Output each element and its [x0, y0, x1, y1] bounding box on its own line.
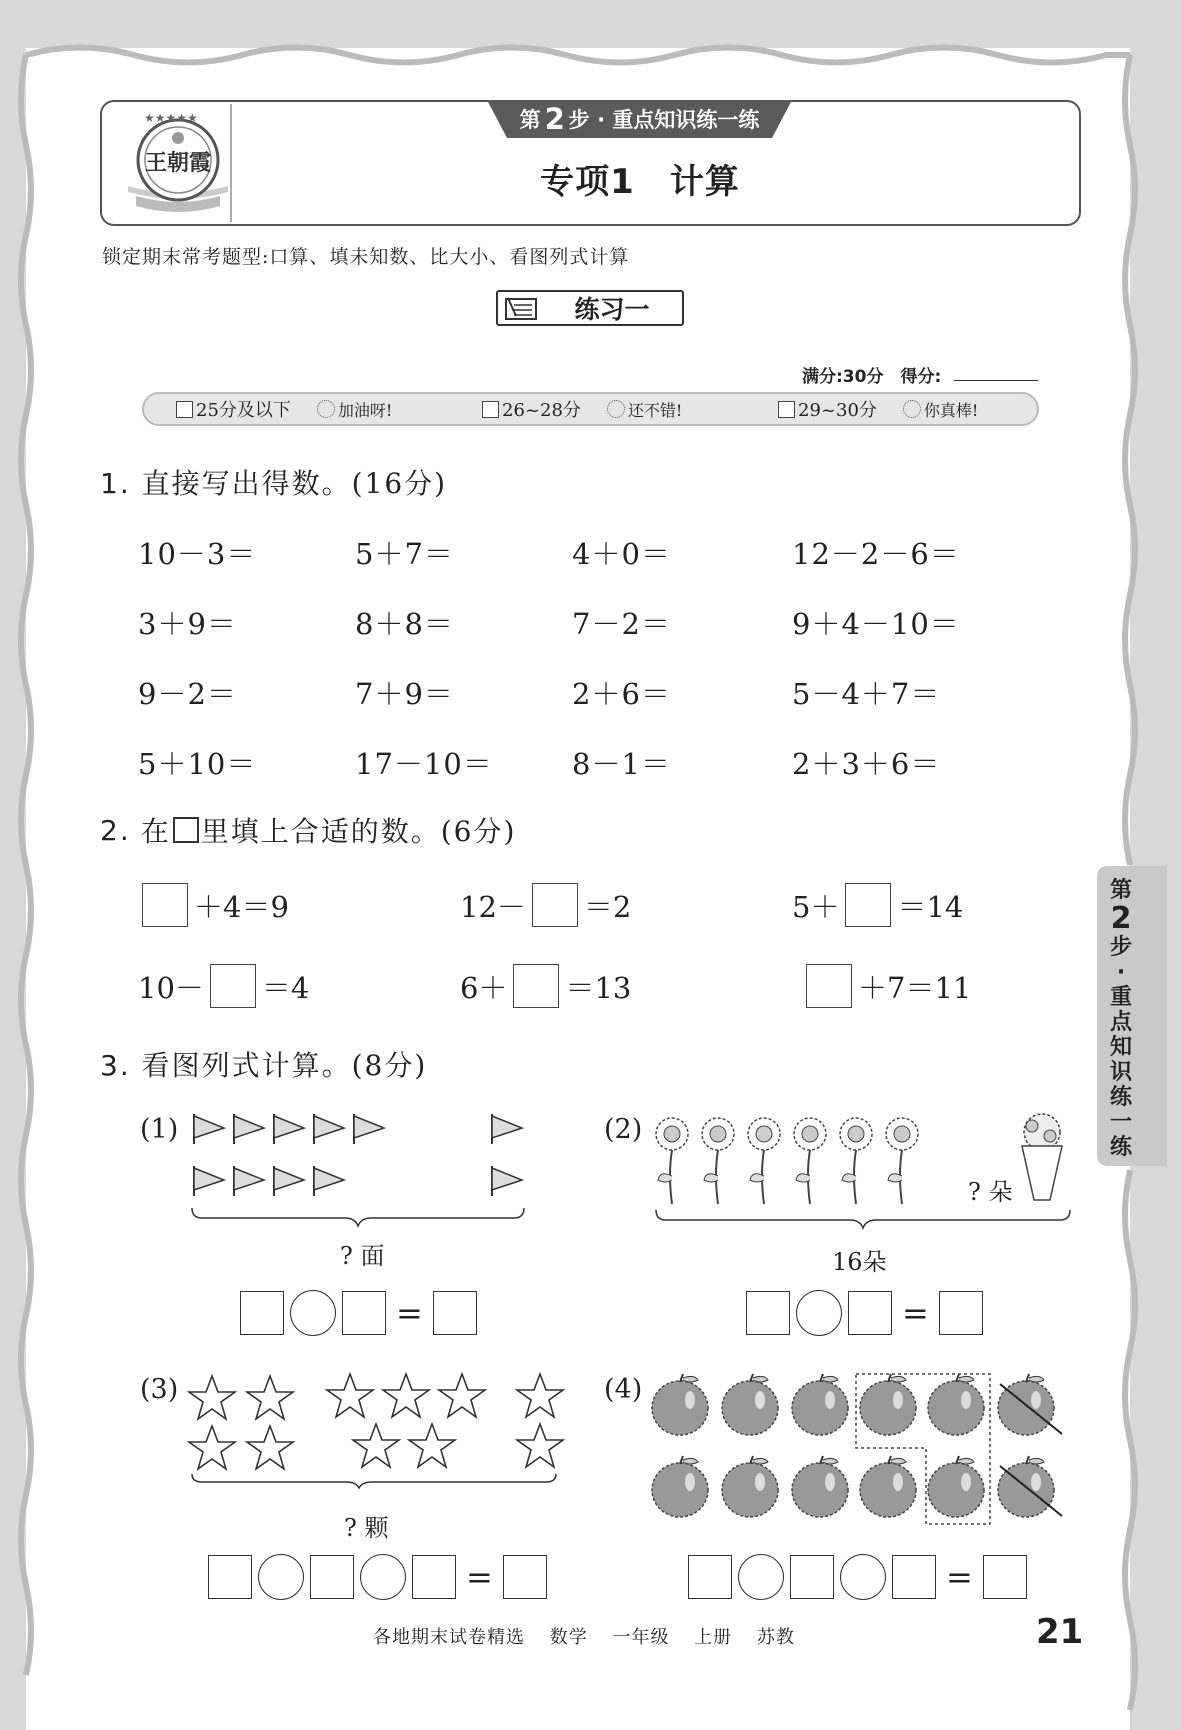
answer-row: [688, 1554, 1027, 1600]
q3-part-label: (1): [140, 1114, 179, 1145]
q1-expression: 7＋9＝: [355, 677, 454, 711]
footer-text: 各地期末试卷精选 数学 一年级 上册 苏教: [373, 1627, 795, 1648]
answer-square[interactable]: [240, 1291, 284, 1335]
answer-row: [208, 1554, 547, 1600]
side-tab-char: 重: [1109, 985, 1132, 1010]
grade-checkbox[interactable]: [482, 401, 499, 418]
star-icon: [247, 1426, 293, 1469]
q2-item: [460, 964, 631, 1008]
step-suffix: 步 · 重点知识练一练: [568, 108, 760, 132]
answer-square[interactable]: [892, 1555, 936, 1599]
star-icon: [247, 1376, 293, 1419]
flag-icon: [354, 1114, 384, 1144]
equals-sign: =: [396, 1294, 423, 1332]
logo-divider: [230, 104, 232, 222]
q2-post: ＝4: [261, 970, 310, 1005]
side-tab-char: 一: [1109, 1110, 1132, 1135]
grade-message: 加油呀!: [337, 400, 393, 420]
side-tab-char: 练: [1109, 1135, 1132, 1160]
exercise-label: 练习一: [574, 295, 650, 324]
grade-range: 25分及以下: [196, 400, 291, 421]
brace-icon: [192, 1474, 556, 1488]
flag-icon: [194, 1166, 224, 1196]
equals-sign: =: [946, 1558, 973, 1596]
score-label: 满分:30分 得分:: [802, 367, 942, 387]
q1-heading: [100, 462, 447, 502]
brace-icon: [656, 1210, 1070, 1228]
apple-icon: [792, 1456, 848, 1517]
operator-circle[interactable]: [290, 1290, 336, 1336]
answer-blank[interactable]: [142, 883, 188, 927]
q1-expression: 5＋10＝: [138, 747, 257, 781]
step-banner: [487, 100, 792, 138]
q2-pre: 12－: [460, 889, 526, 924]
q2-item: [800, 964, 971, 1008]
score-blank-line: [954, 380, 1038, 381]
side-tab-char: 点: [1109, 1010, 1132, 1035]
svg-text:王朝霞: 王朝霞: [144, 150, 212, 176]
q2-post: ＋7＝11: [858, 970, 972, 1005]
equals-sign: =: [902, 1294, 929, 1332]
flag-icon: [194, 1114, 224, 1144]
apple-icon: [722, 1456, 778, 1517]
star-icon: [517, 1424, 563, 1467]
q1-expression: 12－2－6＝: [792, 537, 960, 571]
q3-part-caption: 16朵: [832, 1248, 887, 1276]
apples-illustration: [648, 1370, 1078, 1530]
flag-icon: [492, 1166, 522, 1196]
q2-title-post: 里填上合适的数。(6分): [200, 815, 517, 848]
notebook-icon: [504, 296, 538, 322]
star-icon: [439, 1374, 485, 1417]
q1-expression: 17－10＝: [355, 747, 493, 781]
answer-square[interactable]: [983, 1555, 1027, 1599]
q1-expression: 8＋8＝: [355, 607, 454, 641]
q3-part-label: (4): [604, 1374, 643, 1405]
answer-row: [746, 1290, 983, 1336]
operator-circle[interactable]: [360, 1554, 406, 1600]
q2-heading: [100, 810, 516, 850]
svg-text:★★★★★: ★★★★★: [144, 111, 198, 125]
q3-part-label: (2): [604, 1114, 643, 1145]
q2-post: ＝14: [897, 889, 964, 924]
grade-message: 还不错!: [627, 400, 683, 420]
q2-pre: 10－: [138, 970, 204, 1005]
q3-title: 看图列式计算。(8分): [141, 1049, 428, 1082]
q2-post: ＝13: [565, 970, 632, 1005]
answer-square[interactable]: [342, 1291, 386, 1335]
grade-checkbox[interactable]: [778, 401, 795, 418]
q3-part-caption: ? 颗: [344, 1514, 389, 1542]
answer-square[interactable]: [790, 1555, 834, 1599]
q1-expression: 8－1＝: [572, 747, 671, 781]
grade-item-mid: [482, 392, 682, 426]
side-tab-char: 练: [1109, 1085, 1132, 1110]
flag-icon: [314, 1114, 344, 1144]
flag-icon: [492, 1114, 522, 1144]
side-tab-char: 步: [1109, 935, 1132, 960]
answer-square[interactable]: [433, 1291, 477, 1335]
q2-post: ＋4＝9: [194, 889, 289, 924]
q1-expression: 5＋7＝: [355, 537, 454, 571]
answer-square[interactable]: [412, 1555, 456, 1599]
side-tab-char: 知: [1109, 1035, 1132, 1060]
star-icon: [189, 1426, 235, 1469]
side-tab-line1: 第: [1109, 878, 1132, 903]
apple-icon: [928, 1374, 984, 1435]
q1-expression: 9－2＝: [138, 677, 237, 711]
apple-icon: [722, 1374, 778, 1435]
q1-expression: 2＋3＋6＝: [792, 747, 941, 781]
page-number: 21: [1036, 1612, 1084, 1652]
answer-square[interactable]: [208, 1555, 252, 1599]
q1-expression: 10－3＝: [138, 537, 257, 571]
q2-pre: 5＋: [792, 889, 840, 924]
equals-sign: =: [466, 1558, 493, 1596]
grade-message: 你真棒!: [923, 400, 979, 420]
q3-heading: [100, 1044, 427, 1084]
q3-number: 3.: [100, 1049, 131, 1082]
q3-part-label: (3): [140, 1374, 179, 1405]
apple-icon: [652, 1374, 708, 1435]
flag-icon: [274, 1114, 304, 1144]
q1-expression: 5－4＋7＝: [792, 677, 941, 711]
star-icon: [353, 1424, 399, 1467]
q1-expression: 4＋0＝: [572, 537, 671, 571]
flag-icon: [274, 1166, 304, 1196]
flower-icon: [656, 1118, 688, 1204]
q3-part-caption: ? 面: [340, 1242, 385, 1270]
q3-side-caption: ? 朵: [968, 1178, 1013, 1206]
smiley-face-icon: [317, 400, 335, 418]
answer-blank[interactable]: [210, 964, 256, 1008]
answer-row: [240, 1290, 477, 1336]
q1-number: 1.: [100, 467, 131, 500]
flowers-illustration: [650, 1110, 1080, 1230]
flower-icon: [840, 1118, 872, 1204]
answer-blank[interactable]: [532, 883, 578, 927]
smiley-face-icon: [903, 400, 921, 418]
star-icon: [517, 1374, 563, 1417]
flower-icon: [794, 1118, 826, 1204]
stars-illustration: [186, 1370, 576, 1490]
logo-seal: [118, 108, 238, 218]
star-icon: [409, 1424, 455, 1467]
operator-circle[interactable]: [796, 1290, 842, 1336]
q1-expression: 2＋6＝: [572, 677, 671, 711]
step-prefix: 第: [519, 108, 541, 132]
apple-icon: [860, 1456, 916, 1517]
flower-icon: [886, 1118, 918, 1204]
grade-checkbox[interactable]: [176, 401, 193, 418]
answer-square[interactable]: [310, 1555, 354, 1599]
step-number: 2: [544, 102, 565, 136]
grade-range: 26~28分: [502, 400, 581, 421]
answer-square[interactable]: [848, 1291, 892, 1335]
q1-expression: 3＋9＝: [138, 607, 237, 641]
q2-pre: 6＋: [460, 970, 508, 1005]
apple-icon: [652, 1456, 708, 1517]
star-icon: [189, 1376, 235, 1419]
page-title: 专项1 计算: [540, 162, 740, 202]
operator-circle[interactable]: [840, 1554, 886, 1600]
answer-square[interactable]: [688, 1555, 732, 1599]
flags-illustration: [190, 1110, 530, 1230]
q1-expression: 9＋4－10＝: [792, 607, 960, 641]
apple-icon: [860, 1374, 916, 1435]
answer-blank[interactable]: [845, 883, 891, 927]
grade-item-low: [176, 392, 392, 426]
flower-icon: [748, 1118, 780, 1204]
q2-item: [138, 964, 309, 1008]
side-tab-char: 识: [1109, 1060, 1132, 1085]
answer-blank[interactable]: [513, 964, 559, 1008]
apple-icon: [792, 1374, 848, 1435]
grade-item-high: [778, 392, 978, 426]
answer-square[interactable]: [503, 1555, 547, 1599]
flower-icon: [702, 1118, 734, 1204]
q2-item: [460, 883, 631, 927]
smiley-face-icon: [607, 400, 625, 418]
side-tab-line2: [1100, 935, 1142, 1160]
q2-item: [136, 883, 289, 927]
answer-square[interactable]: [746, 1291, 790, 1335]
blank-box-icon: [173, 817, 199, 843]
answer-blank[interactable]: [806, 964, 852, 1008]
star-icon: [383, 1374, 429, 1417]
side-tab-number: 2: [1110, 901, 1132, 936]
flag-icon: [234, 1114, 264, 1144]
flag-icon: [314, 1166, 344, 1196]
q2-title-pre: 在: [140, 815, 171, 848]
bouquet-icon: [1022, 1114, 1062, 1200]
q1-title: 直接写出得数。(16分): [141, 467, 448, 500]
subtitle: 锁定期末常考题型:口算、填未知数、比大小、看图列式计算: [102, 246, 630, 268]
apple-icon: [928, 1456, 984, 1517]
q2-number: 2.: [100, 813, 131, 847]
q2-post: ＝2: [583, 889, 632, 924]
operator-circle[interactable]: [258, 1554, 304, 1600]
flag-icon: [234, 1166, 264, 1196]
q1-expression: 7－2＝: [572, 607, 671, 641]
star-icon: [327, 1374, 373, 1417]
side-tab-text: [1100, 878, 1142, 1160]
grade-range: 29~30分: [798, 400, 877, 421]
q2-item: [792, 883, 963, 927]
brace-icon: [192, 1208, 524, 1226]
side-tab-char: ·: [1116, 960, 1126, 985]
answer-square[interactable]: [939, 1291, 983, 1335]
operator-circle[interactable]: [738, 1554, 784, 1600]
